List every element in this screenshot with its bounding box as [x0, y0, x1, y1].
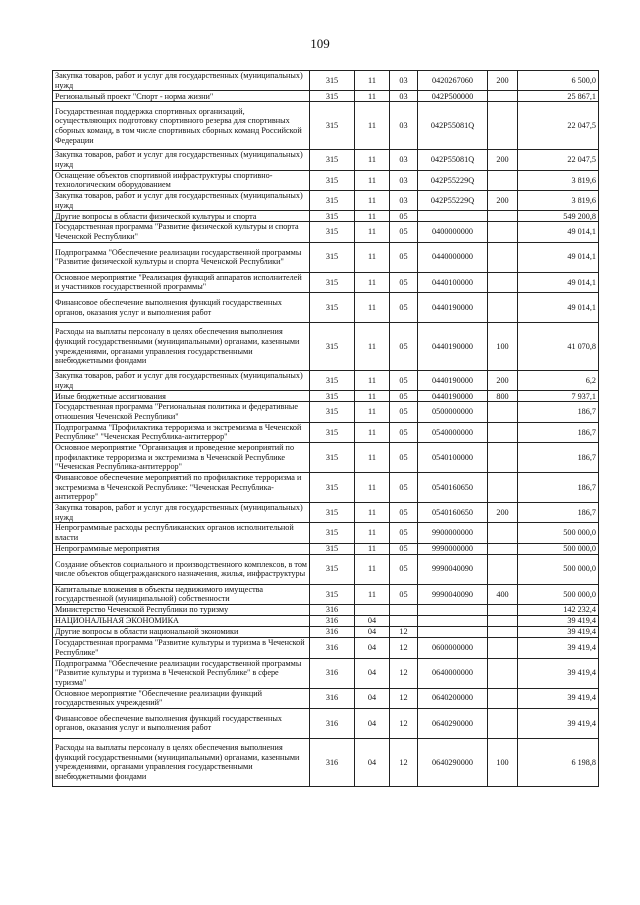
- cell-rz: 11: [355, 293, 390, 323]
- table-row: [53, 554, 599, 584]
- table-row: [53, 627, 599, 638]
- cell-name: Финансовое обеспечение выполнения функций государственных органов, оказания услуг и выполнения работ: [53, 708, 310, 738]
- cell-sum: 142 232,4: [518, 605, 599, 616]
- cell-pr: 05: [390, 242, 418, 272]
- cell-grbs: 316: [310, 616, 355, 627]
- cell-sum: 39 419,4: [518, 627, 599, 638]
- cell-rz: 11: [355, 391, 390, 402]
- cell-rz: 11: [355, 211, 390, 222]
- cell-grbs: 315: [310, 543, 355, 554]
- cell-vr: [488, 242, 518, 272]
- table-row: [53, 391, 599, 402]
- cell-grbs: 315: [310, 473, 355, 503]
- cell-csr: 042P55081Q: [418, 150, 488, 170]
- cell-name: Финансовое обеспечение мероприятий по профилактике терроризма и экстремизма в Чеченской Республике: "Чеченская Республика-антитеррор": [53, 473, 310, 503]
- cell-csr: [418, 616, 488, 627]
- cell-sum: 186,7: [518, 443, 599, 473]
- cell-grbs: 315: [310, 272, 355, 292]
- cell-csr: 0640000000: [418, 658, 488, 688]
- cell-vr: [488, 708, 518, 738]
- cell-pr: 05: [390, 473, 418, 503]
- table-row: [53, 402, 599, 422]
- table-row: [53, 473, 599, 503]
- cell-sum: 6,2: [518, 371, 599, 391]
- cell-pr: 12: [390, 738, 418, 786]
- cell-pr: 05: [390, 272, 418, 292]
- cell-grbs: 316: [310, 627, 355, 638]
- cell-csr: 0640290000: [418, 738, 488, 786]
- cell-grbs: 315: [310, 323, 355, 371]
- cell-vr: 400: [488, 584, 518, 604]
- cell-grbs: 315: [310, 371, 355, 391]
- cell-grbs: 315: [310, 503, 355, 523]
- table-row: [53, 323, 599, 371]
- cell-name: Непрограммные мероприятия: [53, 543, 310, 554]
- cell-grbs: 316: [310, 738, 355, 786]
- cell-rz: 11: [355, 422, 390, 442]
- table-row: [53, 605, 599, 616]
- cell-pr: 05: [390, 371, 418, 391]
- cell-vr: 200: [488, 150, 518, 170]
- cell-csr: 042P55229Q: [418, 191, 488, 211]
- table-row: [53, 170, 599, 190]
- cell-vr: 200: [488, 371, 518, 391]
- cell-csr: 0440100000: [418, 272, 488, 292]
- table-row: [53, 102, 599, 150]
- cell-sum: 6 500,0: [518, 71, 599, 91]
- cell-grbs: 315: [310, 584, 355, 604]
- cell-name: Основное мероприятие "Обеспечение реализации функций государственных учреждений": [53, 688, 310, 708]
- cell-name: Другие вопросы в области национальной экономики: [53, 627, 310, 638]
- cell-rz: 11: [355, 170, 390, 190]
- cell-sum: 500 000,0: [518, 584, 599, 604]
- cell-vr: [488, 616, 518, 627]
- cell-vr: [488, 91, 518, 102]
- cell-pr: 03: [390, 71, 418, 91]
- cell-sum: 549 200,8: [518, 211, 599, 222]
- table-row: [53, 688, 599, 708]
- cell-rz: 04: [355, 708, 390, 738]
- cell-pr: 05: [390, 222, 418, 242]
- cell-pr: 05: [390, 554, 418, 584]
- cell-rz: 11: [355, 554, 390, 584]
- table-row: [53, 222, 599, 242]
- cell-name: Создание объектов социального и производственного комплексов, в том числе объектов общегражданского назначения, жилья, инфраструктуры: [53, 554, 310, 584]
- cell-rz: 11: [355, 150, 390, 170]
- cell-vr: [488, 554, 518, 584]
- cell-grbs: 315: [310, 391, 355, 402]
- cell-vr: 200: [488, 503, 518, 523]
- cell-grbs: 315: [310, 91, 355, 102]
- cell-rz: 04: [355, 638, 390, 658]
- cell-pr: 12: [390, 658, 418, 688]
- cell-csr: 0440190000: [418, 323, 488, 371]
- cell-name: Расходы на выплаты персоналу в целях обеспечения выполнения функций государственными (муниципальными) органами, казенными учреждениями, органами управления государственными внебюджетными фондами: [53, 738, 310, 786]
- cell-csr: 0540100000: [418, 443, 488, 473]
- cell-rz: 11: [355, 102, 390, 150]
- cell-pr: 05: [390, 422, 418, 442]
- cell-vr: [488, 402, 518, 422]
- cell-grbs: 315: [310, 242, 355, 272]
- cell-pr: 03: [390, 91, 418, 102]
- cell-sum: 6 198,8: [518, 738, 599, 786]
- table-row: [53, 242, 599, 272]
- cell-rz: 11: [355, 323, 390, 371]
- cell-rz: 04: [355, 658, 390, 688]
- page-number: 109: [310, 36, 330, 51]
- cell-vr: [488, 211, 518, 222]
- cell-grbs: 316: [310, 638, 355, 658]
- cell-vr: [488, 170, 518, 190]
- cell-vr: [488, 658, 518, 688]
- table-row: [53, 211, 599, 222]
- cell-csr: 0440190000: [418, 293, 488, 323]
- cell-rz: 11: [355, 402, 390, 422]
- cell-vr: [488, 523, 518, 543]
- table-row: [53, 272, 599, 292]
- cell-pr: 05: [390, 503, 418, 523]
- cell-name: Закупка товаров, работ и услуг для государственных (муниципальных) нужд: [53, 503, 310, 523]
- table-row: [53, 738, 599, 786]
- cell-rz: 11: [355, 523, 390, 543]
- table-row: [53, 191, 599, 211]
- cell-rz: 11: [355, 473, 390, 503]
- cell-grbs: 315: [310, 211, 355, 222]
- cell-vr: [488, 638, 518, 658]
- cell-name: Государственная программа "Развитие физической культуры и спорта Чеченской Республики": [53, 222, 310, 242]
- cell-sum: 7 937,1: [518, 391, 599, 402]
- table-row: [53, 543, 599, 554]
- cell-sum: 22 047,5: [518, 102, 599, 150]
- cell-csr: 042P55081Q: [418, 102, 488, 150]
- cell-csr: 9990040090: [418, 554, 488, 584]
- cell-pr: 03: [390, 191, 418, 211]
- cell-grbs: 316: [310, 658, 355, 688]
- cell-csr: 0640290000: [418, 708, 488, 738]
- cell-pr: 05: [390, 543, 418, 554]
- cell-rz: 11: [355, 272, 390, 292]
- cell-name: Непрограммные расходы республиканских органов исполнительной власти: [53, 523, 310, 543]
- cell-vr: [488, 605, 518, 616]
- cell-name: НАЦИОНАЛЬНАЯ ЭКОНОМИКА: [53, 616, 310, 627]
- cell-csr: [418, 627, 488, 638]
- cell-name: Министерство Чеченской Республики по туризму: [53, 605, 310, 616]
- cell-grbs: 315: [310, 402, 355, 422]
- cell-csr: [418, 211, 488, 222]
- cell-rz: 11: [355, 222, 390, 242]
- cell-csr: [418, 605, 488, 616]
- cell-csr: 0540000000: [418, 422, 488, 442]
- cell-sum: 500 000,0: [518, 543, 599, 554]
- cell-rz: 04: [355, 738, 390, 786]
- cell-grbs: 316: [310, 708, 355, 738]
- cell-rz: 11: [355, 242, 390, 272]
- cell-pr: 05: [390, 584, 418, 604]
- table-row: [53, 584, 599, 604]
- cell-pr: 03: [390, 102, 418, 150]
- cell-csr: 0440190000: [418, 371, 488, 391]
- cell-sum: 186,7: [518, 503, 599, 523]
- cell-vr: [488, 627, 518, 638]
- table-row: [53, 71, 599, 91]
- cell-grbs: 315: [310, 293, 355, 323]
- cell-csr: 0420267060: [418, 71, 488, 91]
- cell-grbs: 315: [310, 150, 355, 170]
- cell-sum: 41 070,8: [518, 323, 599, 371]
- cell-rz: 04: [355, 627, 390, 638]
- table-row: [53, 503, 599, 523]
- cell-csr: 042P55229Q: [418, 170, 488, 190]
- cell-sum: 39 419,4: [518, 658, 599, 688]
- cell-name: Основное мероприятие "Реализация функций аппаратов исполнителей и участников государственной программы": [53, 272, 310, 292]
- cell-sum: 186,7: [518, 402, 599, 422]
- cell-rz: [355, 605, 390, 616]
- cell-name: Капитальные вложения в объекты недвижимого имущества государственной (муниципальной) собственности: [53, 584, 310, 604]
- cell-sum: 39 419,4: [518, 688, 599, 708]
- cell-pr: 05: [390, 211, 418, 222]
- cell-rz: 11: [355, 503, 390, 523]
- table-row: [53, 422, 599, 442]
- cell-csr: 0500000000: [418, 402, 488, 422]
- cell-pr: 12: [390, 627, 418, 638]
- cell-name: Закупка товаров, работ и услуг для государственных (муниципальных) нужд: [53, 371, 310, 391]
- cell-vr: 100: [488, 738, 518, 786]
- cell-grbs: 315: [310, 554, 355, 584]
- cell-csr: 0440190000: [418, 391, 488, 402]
- cell-grbs: 315: [310, 170, 355, 190]
- cell-vr: [488, 443, 518, 473]
- cell-name: Подпрограмма "Обеспечение реализации государственной программы "Развитие культуры и туризма в Чеченской Республике" в сфере туризма": [53, 658, 310, 688]
- table-row: [53, 616, 599, 627]
- budget-table: [52, 70, 599, 787]
- cell-pr: 03: [390, 150, 418, 170]
- cell-rz: 11: [355, 71, 390, 91]
- cell-csr: 9990000000: [418, 543, 488, 554]
- table-row: [53, 443, 599, 473]
- cell-pr: 05: [390, 293, 418, 323]
- cell-name: Государственная поддержка спортивных организаций, осуществляющих подготовку спортивного резерва для спортивных сборных команд, в том числе спортивных сборных команд Российской Федерации: [53, 102, 310, 150]
- cell-pr: 05: [390, 402, 418, 422]
- cell-grbs: 316: [310, 605, 355, 616]
- cell-rz: 11: [355, 91, 390, 102]
- cell-sum: 186,7: [518, 473, 599, 503]
- cell-name: Другие вопросы в области физической культуры и спорта: [53, 211, 310, 222]
- cell-name: Финансовое обеспечение выполнения функций государственных органов, оказания услуг и выполнения работ: [53, 293, 310, 323]
- cell-rz: 11: [355, 191, 390, 211]
- cell-sum: 25 867,1: [518, 91, 599, 102]
- cell-vr: 200: [488, 71, 518, 91]
- cell-csr: 9900000000: [418, 523, 488, 543]
- table-row: [53, 371, 599, 391]
- cell-rz: 11: [355, 543, 390, 554]
- cell-sum: 39 419,4: [518, 616, 599, 627]
- cell-pr: 05: [390, 323, 418, 371]
- cell-pr: 05: [390, 523, 418, 543]
- cell-grbs: 315: [310, 523, 355, 543]
- cell-pr: 03: [390, 170, 418, 190]
- cell-pr: 12: [390, 708, 418, 738]
- cell-sum: 49 014,1: [518, 242, 599, 272]
- cell-vr: [488, 222, 518, 242]
- cell-sum: 500 000,0: [518, 554, 599, 584]
- cell-vr: 200: [488, 191, 518, 211]
- cell-grbs: 315: [310, 191, 355, 211]
- cell-sum: 22 047,5: [518, 150, 599, 170]
- cell-sum: 49 014,1: [518, 222, 599, 242]
- cell-name: Расходы на выплаты персоналу в целях обеспечения выполнения функций государственными (муниципальными) органами, казенными учреждениями, органами управления государственными внебюджетными фондами: [53, 323, 310, 371]
- table-row: [53, 523, 599, 543]
- cell-sum: 39 419,4: [518, 638, 599, 658]
- cell-grbs: 315: [310, 422, 355, 442]
- table-row: [53, 638, 599, 658]
- cell-grbs: 316: [310, 688, 355, 708]
- table-row: [53, 150, 599, 170]
- cell-vr: [488, 543, 518, 554]
- cell-pr: 05: [390, 443, 418, 473]
- cell-rz: 04: [355, 616, 390, 627]
- cell-sum: 39 419,4: [518, 708, 599, 738]
- cell-name: Иные бюджетные ассигнования: [53, 391, 310, 402]
- cell-name: Подпрограмма "Профилактика терроризма и экстремизма в Чеченской Республике" "Чеченская Республика-антитеррор": [53, 422, 310, 442]
- table-row: [53, 91, 599, 102]
- cell-name: Закупка товаров, работ и услуг для государственных (муниципальных) нужд: [53, 191, 310, 211]
- cell-sum: 186,7: [518, 422, 599, 442]
- cell-pr: [390, 605, 418, 616]
- table-row: [53, 708, 599, 738]
- cell-csr: 0640200000: [418, 688, 488, 708]
- cell-csr: 042P500000: [418, 91, 488, 102]
- cell-rz: 11: [355, 371, 390, 391]
- cell-name: Государственная программа "Региональная политика и федеративные отношения Чеченской Республики": [53, 402, 310, 422]
- cell-name: Оснащение объектов спортивной инфраструктуры спортивно-технологическим оборудованием: [53, 170, 310, 190]
- cell-csr: 9990040090: [418, 584, 488, 604]
- cell-rz: 11: [355, 584, 390, 604]
- cell-sum: 49 014,1: [518, 272, 599, 292]
- cell-name: Закупка товаров, работ и услуг для государственных (муниципальных) нужд: [53, 71, 310, 91]
- cell-name: Государственная программа "Развитие культуры и туризма в Чеченской Республике": [53, 638, 310, 658]
- cell-name: Основное мероприятие "Организация и проведение мероприятий по профилактике терроризма и экстремизма в Чеченской Республике "Чеченская Республика-антитеррор": [53, 443, 310, 473]
- cell-vr: [488, 293, 518, 323]
- cell-vr: 100: [488, 323, 518, 371]
- cell-csr: 0540160650: [418, 503, 488, 523]
- cell-pr: 12: [390, 638, 418, 658]
- table-row: [53, 293, 599, 323]
- cell-csr: 0400000000: [418, 222, 488, 242]
- cell-vr: [488, 473, 518, 503]
- cell-name: Закупка товаров, работ и услуг для государственных (муниципальных) нужд: [53, 150, 310, 170]
- cell-grbs: 315: [310, 102, 355, 150]
- cell-sum: 3 819,6: [518, 170, 599, 190]
- cell-sum: 49 014,1: [518, 293, 599, 323]
- cell-csr: 0600000000: [418, 638, 488, 658]
- cell-vr: [488, 688, 518, 708]
- cell-pr: 12: [390, 688, 418, 708]
- cell-grbs: 315: [310, 443, 355, 473]
- cell-vr: [488, 102, 518, 150]
- cell-vr: [488, 272, 518, 292]
- cell-grbs: 315: [310, 71, 355, 91]
- cell-rz: 11: [355, 443, 390, 473]
- cell-csr: 0540160650: [418, 473, 488, 503]
- cell-rz: 04: [355, 688, 390, 708]
- cell-sum: 500 000,0: [518, 523, 599, 543]
- cell-pr: [390, 616, 418, 627]
- cell-pr: 05: [390, 391, 418, 402]
- cell-sum: 3 819,6: [518, 191, 599, 211]
- table-row: [53, 658, 599, 688]
- cell-csr: 0440000000: [418, 242, 488, 272]
- cell-vr: 800: [488, 391, 518, 402]
- cell-name: Региональный проект "Спорт - норма жизни": [53, 91, 310, 102]
- cell-name: Подпрограмма "Обеспечение реализации государственной программы "Развитие физической культуры и спорта Чеченской Республики": [53, 242, 310, 272]
- cell-grbs: 315: [310, 222, 355, 242]
- cell-vr: [488, 422, 518, 442]
